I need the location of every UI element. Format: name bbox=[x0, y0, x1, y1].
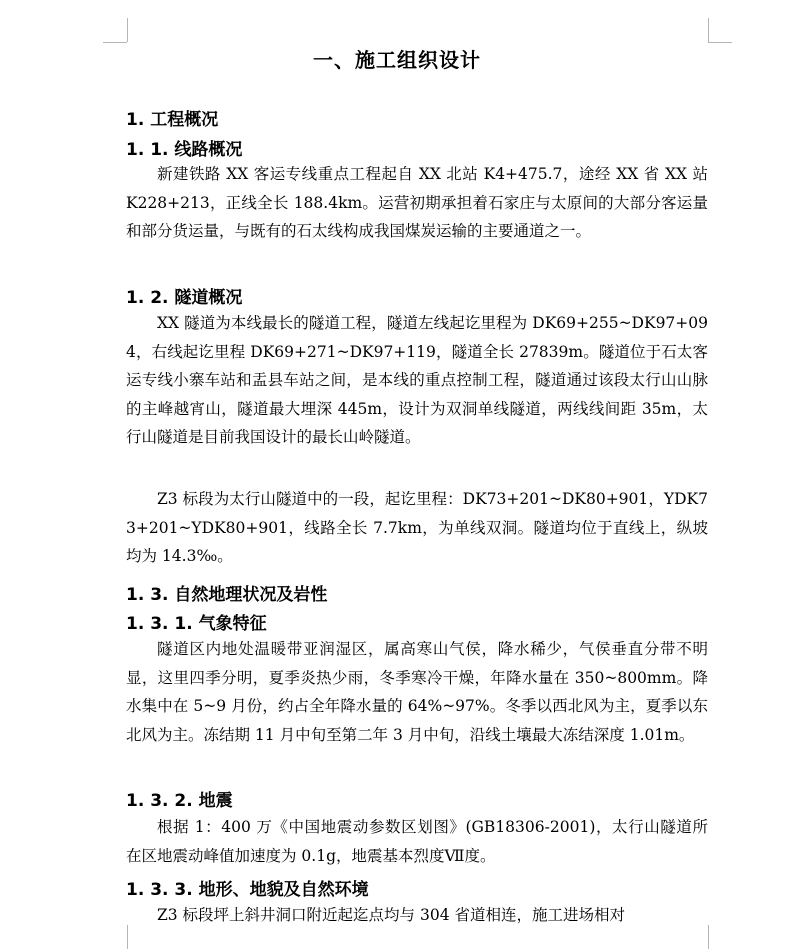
paragraph-z3-section: Z3 标段为太行山隧道中的一段，起讫里程：DK73+201~DK80+901，YDK73+201~YDK80+901，线路全长 7.7km，为单线双洞。隧道均位于直线上，纵坡均为 14.3‰。 bbox=[126, 490, 708, 565]
crop-mark-top-left-v bbox=[127, 18, 128, 42]
heading-1-3-3: 1. 3. 3. 地形、地貌及自然环境 bbox=[126, 880, 369, 900]
heading-1-3-2: 1. 3. 2. 地震 bbox=[126, 791, 233, 811]
heading-1-1: 1. 1. 线路概况 bbox=[126, 140, 243, 160]
crop-mark-top-right-h bbox=[708, 42, 732, 43]
heading-1: 1. 工程概况 bbox=[126, 110, 219, 130]
heading-1-3-1: 1. 3. 1. 气象特征 bbox=[126, 614, 267, 634]
paragraph-route-overview: 新建铁路 XX 客运专线重点工程起自 XX 北站 K4+475.7，途经 XX 省 XX 站 K228+213，正线全长 188.4km。运营初期承担着石家庄与太原间的大部分客运量和部分货运量，与既有的石太线构成我国煤炭运输的主要通道之一。 bbox=[126, 165, 708, 240]
document-title: 一、施工组织设计 bbox=[313, 48, 481, 72]
heading-1-2: 1. 2. 隧道概况 bbox=[126, 288, 243, 308]
crop-mark-top-left-h bbox=[103, 42, 127, 43]
crop-mark-bottom-right-v bbox=[708, 925, 709, 949]
paragraph-climate: 隧道区内地处温暖带亚润湿区，属高寒山气侯，降水稀少，气侯垂直分带不明显，这里四季分明，夏季炎热少雨，冬季寒冷干燥，年降水量在 350~800mm。降水集中在 5~9 月份，约占全年降水量的 64%~97%。冬季以西北风为主，夏季以东北风为主。冻结期 11 月中旬至第二年 3 月中旬，沿线土壤最大冻结深度 1.01m。 bbox=[126, 640, 708, 744]
paragraph-terrain: Z3 标段坪上斜井洞口附近起迄点均与 304 省道相连，施工进场相对 bbox=[157, 906, 625, 924]
crop-mark-top-right-v bbox=[708, 18, 709, 42]
heading-1-3: 1. 3. 自然地理状况及岩性 bbox=[126, 585, 328, 605]
paragraph-tunnel-overview: XX 隧道为本线最长的隧道工程，隧道左线起讫里程为 DK69+255~DK97+094，右线起讫里程 DK69+271~DK97+119，隧道全长 27839m。隧道位于石太客运专线小寨车站和盂县车站之间，是本线的重点控制工程，隧道通过该段太行山山脉的主峰越宵山，隧道最大埋深 445m，设计为双洞单线隧道，两线线间距 35m，太行山隧道是目前我国设计的最长山岭隧道。 bbox=[126, 314, 708, 446]
paragraph-earthquake: 根据 1：400 万《中国地震动参数区划图》(GB18306-2001)，太行山隧道所在区地震动峰值加速度为 0.1g，地震基本烈度Ⅶ度。 bbox=[126, 818, 708, 865]
